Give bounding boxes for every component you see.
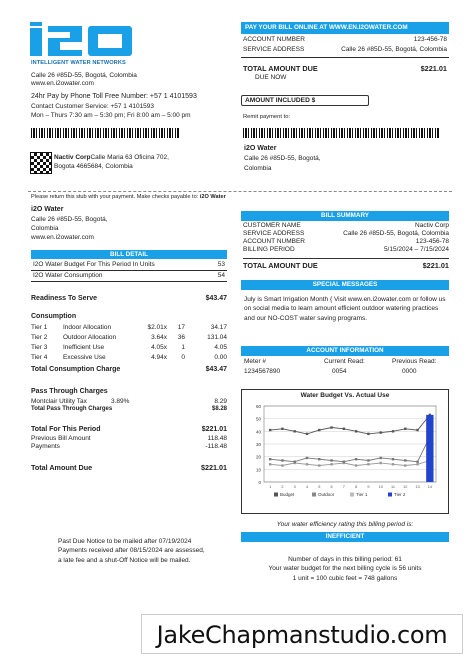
tagline: INTELLIGENT WATER NETWORKS xyxy=(31,60,126,66)
past-due-line2: Payments received after 08/15/2024 are assessed, xyxy=(58,547,205,555)
tier-row xyxy=(31,323,227,333)
total-consumption-value: $43.47 xyxy=(205,366,227,374)
previous-read-value: 0000 xyxy=(402,368,417,376)
total-due-label: TOTAL AMOUNT DUE xyxy=(243,64,318,74)
bill-summary xyxy=(243,222,449,270)
chart-point xyxy=(404,464,406,466)
chart-point xyxy=(392,458,394,460)
chart-legend-swatch xyxy=(388,493,392,497)
chart-y-tick: 50 xyxy=(255,416,261,422)
chart-point xyxy=(380,432,382,434)
past-due-line3: a late fee and a shut-Off Notice will be mailed. xyxy=(58,556,191,564)
chart-point xyxy=(416,429,418,431)
company-block-addr1: Calle 26 #85D-55, Bogotá, xyxy=(31,215,108,223)
account-number-value: 123-456-78 xyxy=(413,36,447,43)
chart-x-tick: 1 xyxy=(269,485,272,490)
previous-read-label: Previous Read: xyxy=(392,358,437,365)
tier-tier: Tier 3 xyxy=(31,344,48,351)
prev-label: Previous Bill Amount xyxy=(31,435,91,443)
chart-point xyxy=(269,463,271,465)
chart-point xyxy=(392,463,394,465)
service-address-label: SERVICE ADDRESS xyxy=(243,46,305,54)
chart-point xyxy=(380,457,382,459)
company-block-addr2: Colombia xyxy=(31,224,59,232)
chart-point xyxy=(281,428,283,430)
chart-legend-label: Tier 1 xyxy=(356,492,368,498)
summary-row-value: Calle 26 #85D-55, Bogotá, Colombia xyxy=(343,230,449,238)
chart-point xyxy=(318,429,320,431)
chart-point xyxy=(294,430,296,432)
amount-included-label: AMOUNT INCLUDED $ xyxy=(245,97,316,104)
amount-due-value: $221.01 xyxy=(201,463,227,473)
chart-point xyxy=(380,462,382,464)
days-line: Number of days in this billing period: 61 xyxy=(288,556,402,563)
barcode-right xyxy=(243,128,439,138)
due-now: DUE NOW xyxy=(255,74,287,82)
company-block-name: i2O Water xyxy=(31,206,64,213)
chart-point xyxy=(416,463,418,465)
chart-x-tick: 14 xyxy=(427,485,432,490)
chart-point xyxy=(294,461,296,463)
chart-point xyxy=(330,426,332,428)
summary-row-label: SERVICE ADDRESS xyxy=(243,230,305,238)
chart-x-tick: 6 xyxy=(330,485,333,490)
summary-total-value: $221.01 xyxy=(422,260,449,270)
tier-tier: Tier 1 xyxy=(31,323,48,331)
chart-point xyxy=(269,458,271,460)
payments-value: -118.48 xyxy=(205,443,227,451)
chart-point xyxy=(330,459,332,461)
pass-tax-value: 8.29 xyxy=(214,397,227,405)
tier-row xyxy=(31,343,227,353)
chart-x-tick: 13 xyxy=(415,485,420,490)
chart-point xyxy=(281,464,283,466)
total-consumption-label: Total Consumption Charge xyxy=(31,366,121,374)
chart-x-tick: 3 xyxy=(293,485,296,490)
remit-addr2: Colombia xyxy=(244,164,272,172)
tier-table xyxy=(31,323,227,364)
tier-units: 1 xyxy=(181,344,185,351)
remit-addr1: Calle 26 #85D-55, Bogotá, xyxy=(244,155,321,163)
tier-units: 17 xyxy=(177,323,185,331)
customer-addr1: Calle Maria 63 Oficina 702, xyxy=(90,154,169,161)
amount-due-label: Total Amount Due xyxy=(31,463,93,473)
i2o-logo-icon xyxy=(30,22,134,60)
tier-row xyxy=(31,333,227,343)
chart-point xyxy=(281,459,283,461)
company-block-web: www.en.i2owater.com xyxy=(31,233,94,241)
chart-point xyxy=(367,463,369,465)
amount-included-field[interactable] xyxy=(241,95,369,106)
stub-note-payee: i2O Water xyxy=(199,194,226,200)
summary-row-value: Nactiv Corp xyxy=(415,222,449,229)
tier-name: Outdoor Allocation xyxy=(63,333,117,341)
summary-row-label: CUSTOMER NAME xyxy=(243,222,301,229)
water-budget-chart xyxy=(241,389,449,514)
tier-rate: 4.05x xyxy=(151,344,167,351)
tier-amount: 131.04 xyxy=(207,333,227,341)
tier-name: Excessive Use xyxy=(63,354,106,362)
summary-row-label: ACCOUNT NUMBER xyxy=(243,238,305,246)
period-value: $221.01 xyxy=(201,426,227,434)
chart-point xyxy=(343,428,345,430)
pass-total-label: Total Pass Through Charges xyxy=(31,405,113,412)
logo xyxy=(30,22,134,60)
contact-line: Contact Customer Service: +57 1 4101593 xyxy=(31,103,155,110)
past-due-line1: Past Due Notice to be mailed after 07/19/2024 xyxy=(58,538,192,545)
chart-point xyxy=(306,457,308,459)
company-website: www.en.i2owater.com xyxy=(31,80,94,87)
chart-y-tick: 40 xyxy=(255,429,261,435)
past-due-notice xyxy=(58,537,205,565)
budget-value: 53 xyxy=(217,261,225,268)
tier-units: 36 xyxy=(177,333,185,341)
chart-point xyxy=(269,429,271,431)
remit-address xyxy=(244,144,321,173)
tier-name: Inefficient Use xyxy=(63,344,105,351)
tear-line xyxy=(28,191,452,192)
tier-rate: $2.01x xyxy=(147,323,167,331)
summary-row-value: 5/15/2024 – 7/15/2024 xyxy=(383,246,449,254)
chart-x-tick: 10 xyxy=(378,485,383,490)
chart-x-tick: 2 xyxy=(281,485,284,490)
tier-row xyxy=(31,353,227,363)
current-read-value: 0054 xyxy=(332,368,347,376)
chart-x-tick: 11 xyxy=(391,485,395,490)
pass-title: Pass Through Charges xyxy=(31,388,108,395)
service-address-value: Calle 26 #85D-55, Bogotá, Colombia xyxy=(341,46,447,54)
qr-code-icon xyxy=(30,152,52,174)
efficiency-info xyxy=(241,555,449,583)
chart-point xyxy=(355,430,357,432)
chart-legend-label: Budget xyxy=(280,492,295,498)
chart-bar-current xyxy=(426,415,433,482)
barcode-left xyxy=(31,128,179,138)
summary-row-label: BILLING PERIOD xyxy=(243,246,295,254)
chart-point xyxy=(318,464,320,466)
chart-point xyxy=(306,463,308,465)
tier-amount: 4.05 xyxy=(214,344,227,351)
account-info-header: ACCOUNT INFORMATION xyxy=(241,346,449,356)
chart-y-tick: 0 xyxy=(258,480,261,486)
pay-online-header: PAY YOUR BILL ONLINE AT WWW.EN.I2OWATER.COM xyxy=(241,22,449,34)
company-block xyxy=(31,205,108,242)
meter-label: Meter # xyxy=(244,358,267,365)
chart-x-tick: 12 xyxy=(403,485,408,490)
tier-units: 0 xyxy=(181,354,185,362)
consumption-value: 54 xyxy=(217,272,225,280)
hours-line: Mon – Thurs 7:30 am – 5:30 pm; Fri 8:00 am – 5:00 pm xyxy=(31,112,191,119)
chart-point xyxy=(355,464,357,466)
chart-x-tick: 9 xyxy=(367,485,370,490)
stub-note xyxy=(31,194,226,201)
chart-point xyxy=(330,463,332,465)
stub-note-text: Please return this stub with your payment. Make checks payable to: xyxy=(31,194,199,200)
special-messages-header: SPECIAL MESSAGES xyxy=(241,280,449,290)
bill-summary-header: BILL SUMMARY xyxy=(241,211,449,221)
efficiency-rating-line: Your water efficiency rating this billing period is: xyxy=(276,521,414,528)
payments-label: Payments xyxy=(31,443,60,451)
summary-row xyxy=(243,222,449,230)
chart-y-tick: 20 xyxy=(255,454,261,460)
chart-point xyxy=(416,461,418,463)
chart-x-tick: 8 xyxy=(355,485,358,490)
customer-name: Nactiv Corp xyxy=(54,154,91,161)
summary-row xyxy=(243,246,449,254)
consumption-title: Consumption xyxy=(31,313,77,320)
chart-title: Water Budget Vs. Actual Use xyxy=(300,392,390,399)
customer-mailing xyxy=(54,153,169,172)
chart-legend-swatch xyxy=(274,493,278,497)
chart-legend-swatch xyxy=(350,493,354,497)
company-address: Calle 26 #85D-55, Bogotá, Colombia xyxy=(31,72,137,79)
chart-plot xyxy=(242,400,448,508)
remit-label: Remit payment to: xyxy=(243,114,291,120)
summary-row-value: 123-456-78 xyxy=(415,238,449,246)
chart-series-line xyxy=(270,437,430,462)
current-read-label: Current Read: xyxy=(324,358,365,365)
next-cycle-line: Your water budget for the next billing cycle is 56 units xyxy=(268,565,422,573)
special-messages-text: July is Smart Irrigation Month { Visit www.en.i2owater.com or follow us on social media to learn amount efficient outdoor watering practices and our NO-COST water saving programs. xyxy=(244,296,446,322)
consumption-label: I2O Water Consumption xyxy=(33,272,103,280)
account-number-label: ACCOUNT NUMBER xyxy=(243,36,305,43)
prev-value: 118.48 xyxy=(207,435,227,443)
period-label: Total For This Period xyxy=(31,426,101,434)
pass-tax-label: Montclair Utility Tax xyxy=(31,397,87,405)
watermark xyxy=(141,614,463,654)
chart-point xyxy=(355,458,357,460)
chart-point xyxy=(404,459,406,461)
watermark-text: JakeChapmanstudio.com xyxy=(156,621,448,649)
account-info xyxy=(244,358,449,376)
customer-addr2: Bogota 4665684, Colombia xyxy=(54,163,133,171)
tier-rate: 4.94x xyxy=(151,354,167,362)
chart-legend-label: Tier 2 xyxy=(394,492,406,498)
readiness-value: $43.47 xyxy=(205,295,227,303)
tier-name: Indoor Allocation xyxy=(63,323,112,331)
chart-point xyxy=(367,433,369,435)
chart-y-tick: 10 xyxy=(255,467,261,473)
pass-total-value: $8.28 xyxy=(211,405,227,412)
chart-x-tick: 7 xyxy=(342,485,345,490)
tier-tier: Tier 2 xyxy=(31,333,48,341)
chart-point xyxy=(306,433,308,435)
meter-value: 1234567890 xyxy=(244,368,281,376)
summary-row xyxy=(243,230,449,238)
readiness-label: Readiness To Serve xyxy=(31,295,98,303)
chart-point xyxy=(343,461,345,463)
bill-detail-header: BILL DETAIL xyxy=(31,250,227,259)
pass-tax-rate: 3.89% xyxy=(111,397,130,405)
efficiency-rating: INEFFICIENT xyxy=(241,532,449,542)
unit-note: 1 unit = 100 cubic feet = 748 gallons xyxy=(292,574,398,582)
tier-amount: 0.00 xyxy=(214,354,227,362)
chart-y-tick: 30 xyxy=(255,442,261,448)
chart-point xyxy=(318,458,320,460)
chart-point xyxy=(392,430,394,432)
tier-rate: 3.64x xyxy=(151,333,167,341)
summary-total-label: TOTAL AMOUNT DUE xyxy=(243,260,318,270)
summary-row xyxy=(243,238,449,246)
chart-legend-swatch xyxy=(312,493,316,497)
budget-label: I2O Water Budget For This Period In Units xyxy=(33,261,155,268)
remit-name: i2O Water xyxy=(244,145,277,152)
total-due-value: $221.01 xyxy=(420,64,447,74)
phone-line: 24hr Pay by Phone Toll Free Number: +57 1 4101593 xyxy=(31,93,197,100)
chart-legend-label: Outdoor xyxy=(318,492,335,498)
tier-tier: Tier 4 xyxy=(31,354,48,362)
pay-online-box xyxy=(241,35,449,82)
tier-amount: 34.17 xyxy=(210,323,227,331)
bill-detail xyxy=(31,260,227,472)
chart-point xyxy=(404,428,406,430)
chart-x-tick: 5 xyxy=(318,485,321,490)
chart-x-tick: 4 xyxy=(305,485,309,490)
chart-y-tick: 60 xyxy=(255,404,261,410)
chart-point xyxy=(367,459,369,461)
